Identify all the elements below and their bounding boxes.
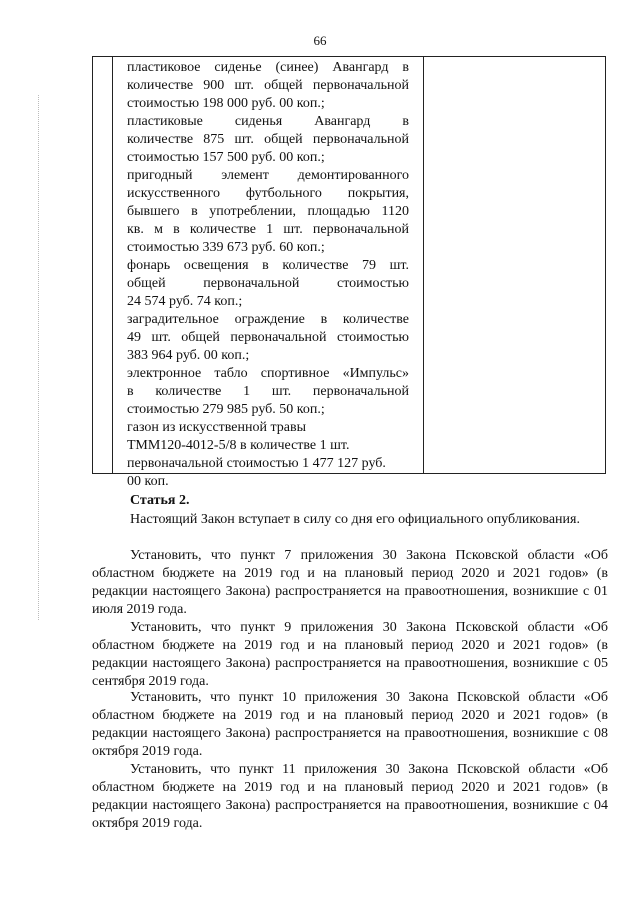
table-line: бывшего в употреблении, площадью 1120: [127, 204, 409, 219]
table-line: электронное табло спортивное «Импульс»: [127, 366, 409, 381]
table-line: фонарь освещения в количестве 79 шт.: [127, 258, 409, 273]
article-paragraph: [92, 761, 608, 833]
table-line: пластиковые сиденья Авангард в: [127, 114, 409, 129]
table-line: количестве 875 шт. общей первоначальной: [127, 132, 409, 147]
table-line: стоимостью 157 500 руб. 00 коп.;: [127, 150, 325, 165]
paragraph-text: Настоящий Закон вступает в силу со дня его официального опубликования.: [130, 512, 580, 527]
table-line: ТММ120-4012-5/8 в количестве 1 шт.: [127, 438, 350, 453]
table-line: количестве 900 шт. общей первоначальной: [127, 78, 409, 93]
table-line: стоимостью 339 673 руб. 60 коп.;: [127, 240, 325, 255]
table-line: газон из искусственной травы: [127, 420, 307, 435]
article-paragraph: [92, 619, 608, 691]
table-line: кв. м в количестве 1 шт. первоначальной: [127, 222, 409, 237]
paragraph-text: Установить, что пункт 10 приложения 30 Закона Псковской области «Об областном бюджете на 2019 год и на плановый период 2020 и 2021 годов» (в редакции настоящего Закона) распространяется на правоотношения, возникшие с 08 октября 2019 года.: [92, 690, 608, 759]
table-line: стоимостью 198 000 руб. 00 коп.;: [127, 96, 325, 111]
table-line: 00 коп.: [127, 474, 169, 489]
table-line: общей первоначальной стоимостью: [127, 276, 409, 291]
article-paragraph: [92, 511, 608, 529]
table-line: пригодный элемент демонтированного: [127, 168, 409, 183]
table-column-divider: [423, 57, 424, 473]
table-line: 24 574 руб. 74 коп.;: [127, 294, 243, 309]
article-paragraph: [92, 689, 608, 761]
property-table: [92, 56, 606, 489]
table-line: первоначальной стоимостью 1 477 127 руб.: [127, 456, 386, 471]
article-heading: Статья 2.: [130, 493, 190, 508]
property-list-cell: [127, 59, 409, 491]
table-line: заградительное ограждение в количестве: [127, 312, 409, 327]
scan-margin-line: [38, 95, 39, 620]
paragraph-text: Установить, что пункт 11 приложения 30 Закона Псковской области «Об областном бюджете на 2019 год и на плановый период 2020 и 2021 годов» (в редакции настоящего Закона) распространяется на правоотношения, возникшие с 04 октября 2019 года.: [92, 762, 608, 831]
paragraph-text: Установить, что пункт 9 приложения 30 Закона Псковской области «Об областном бюджете на 2019 год и на плановый период 2020 и 2021 годов» (в редакции настоящего Закона) распространяется на правоотношения, возникшие с 05 сентября 2019 года.: [92, 620, 608, 689]
table-line: 383 964 руб. 00 коп.;: [127, 348, 250, 363]
table-column-divider: [112, 57, 113, 473]
table-line: в количестве 1 шт. первоначальной: [127, 384, 409, 399]
table-line: 49 шт. общей первоначальной стоимостью: [127, 330, 409, 345]
table-line: искусственного футбольного покрытия,: [127, 186, 409, 201]
table-line: стоимостью 279 985 руб. 50 коп.;: [127, 402, 325, 417]
paragraph-text: Установить, что пункт 7 приложения 30 Закона Псковской области «Об областном бюджете на 2019 год и на плановый период 2020 и 2021 годов» (в редакции настоящего Закона) распространяется на правоотношения, возникшие с 01 июля 2019 года.: [92, 548, 608, 617]
page-number: 66: [313, 33, 327, 48]
article-paragraph: [92, 547, 608, 619]
table-line: пластиковое сиденье (синее) Авангард в: [127, 60, 409, 75]
